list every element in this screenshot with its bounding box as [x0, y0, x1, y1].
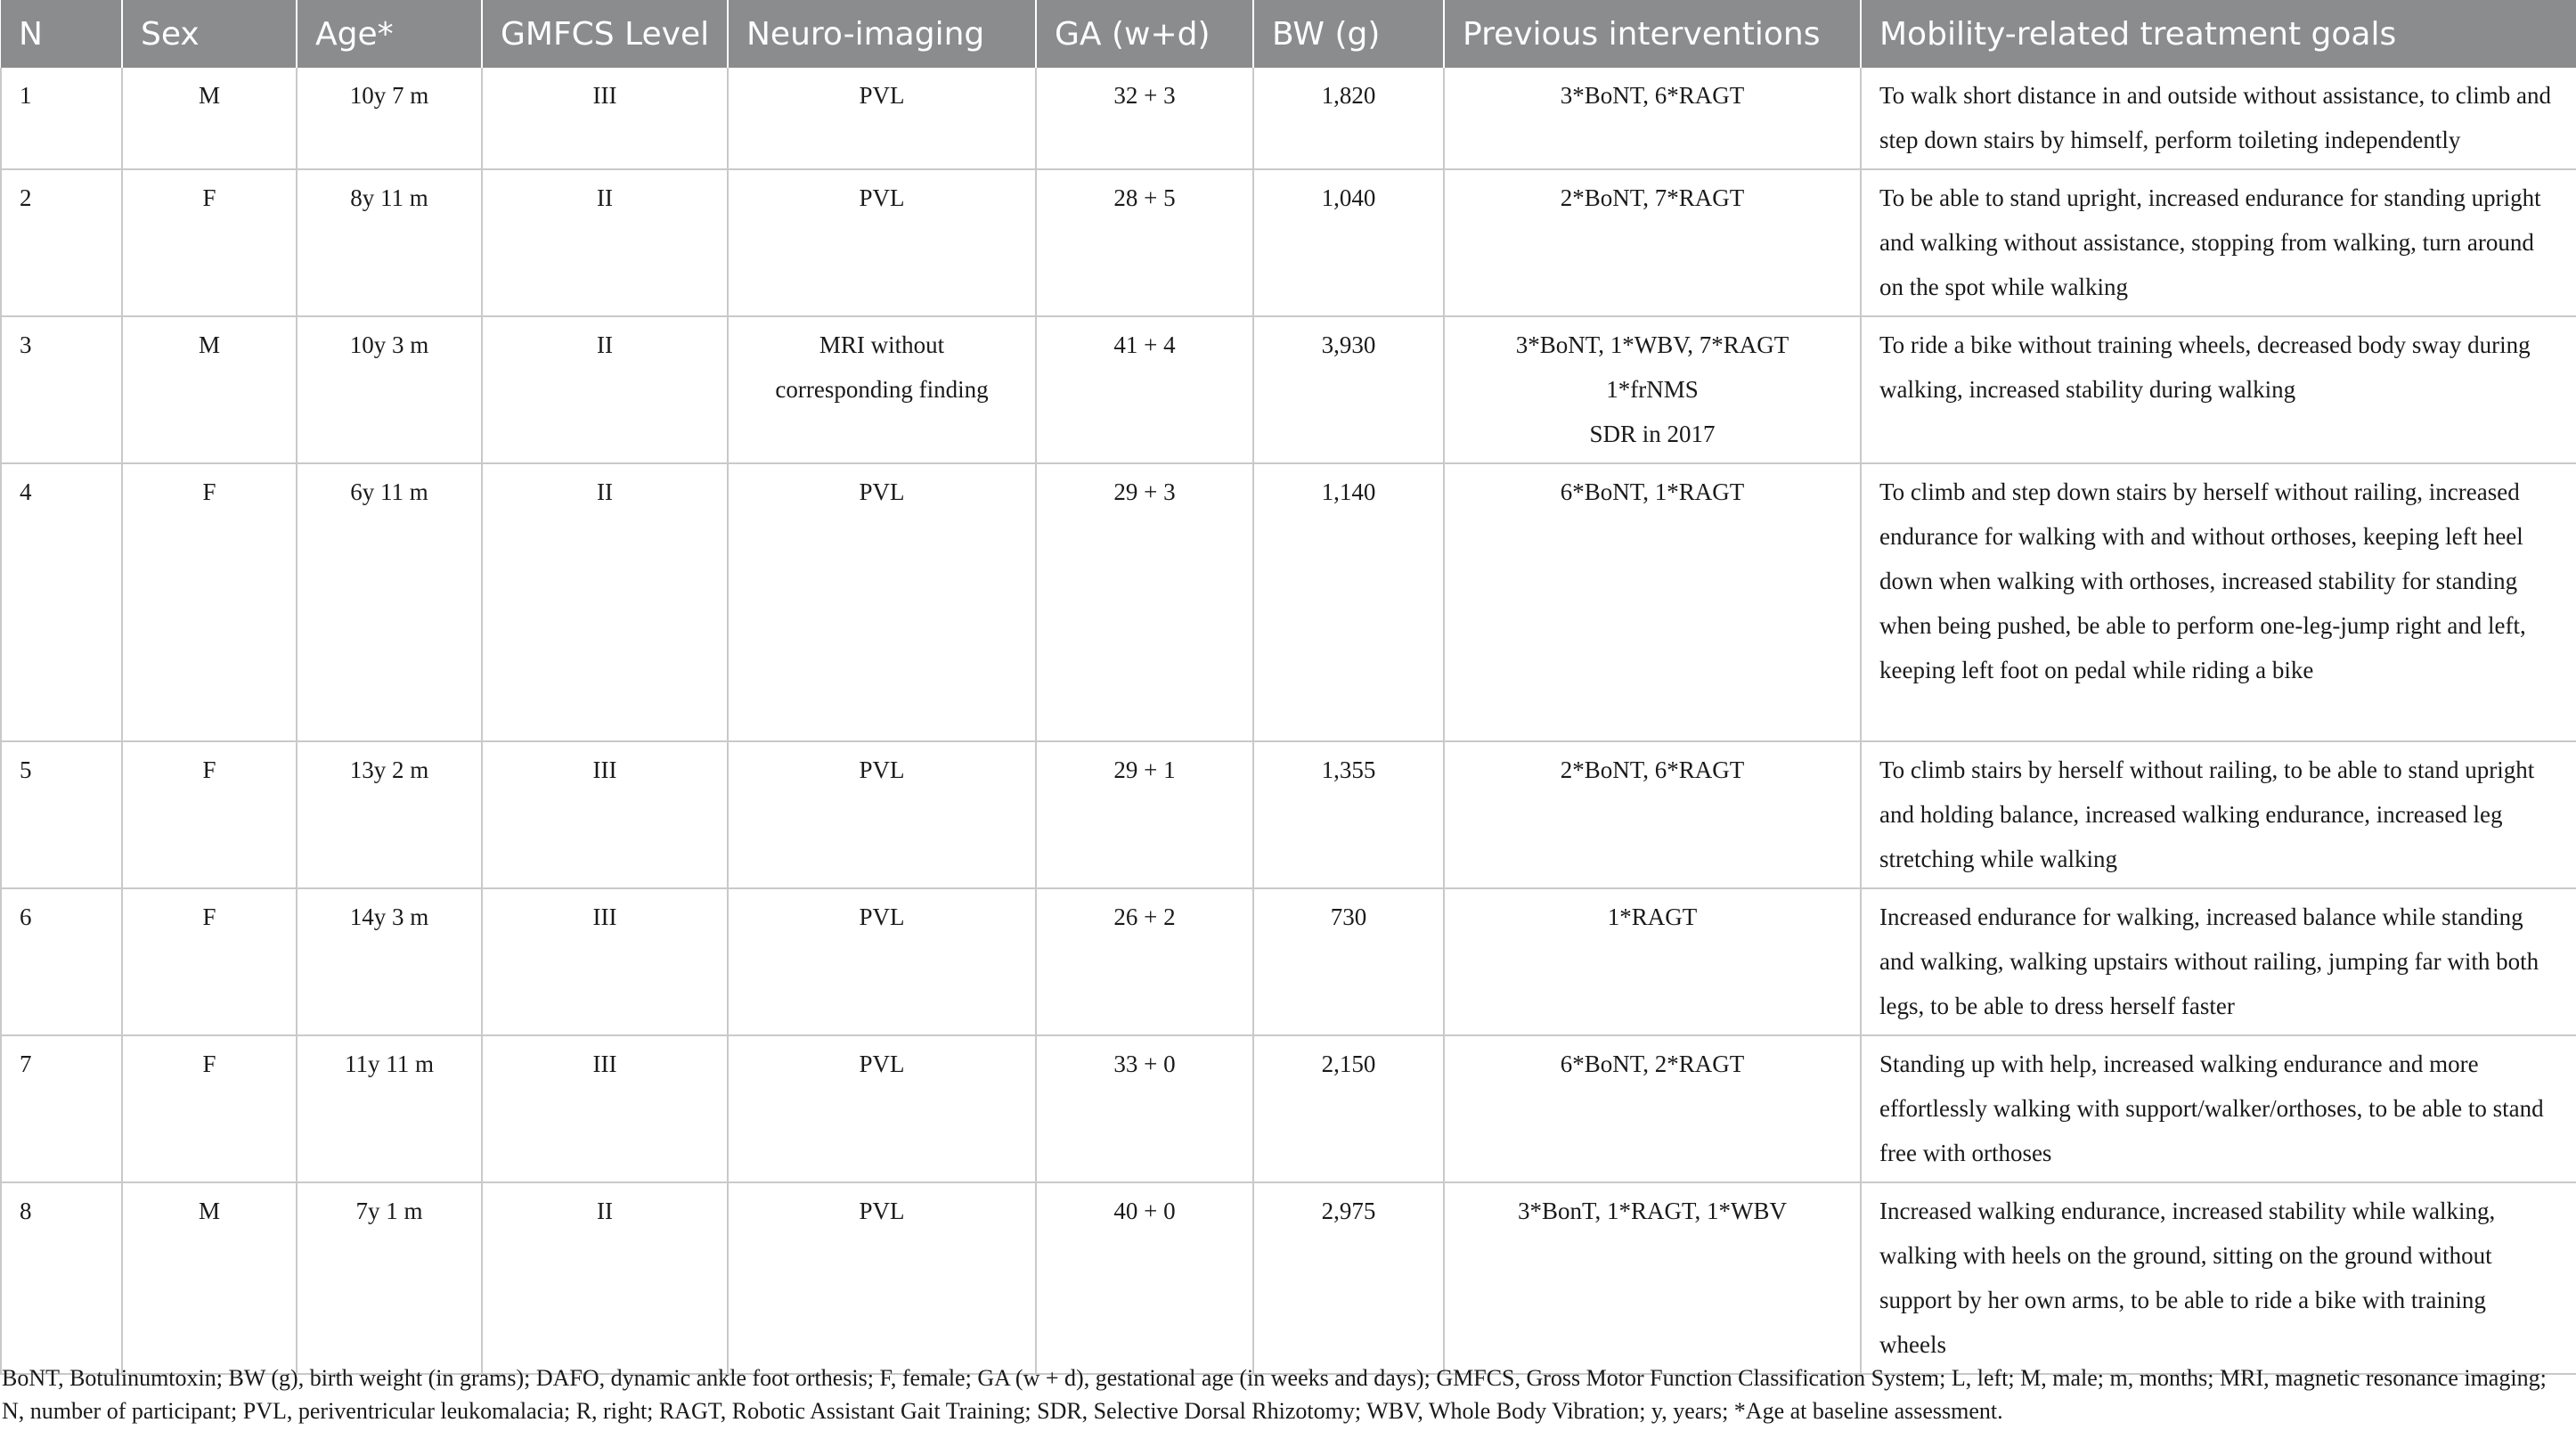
cell-bw: 1,040	[1253, 169, 1444, 316]
header-row	[1, 0, 2576, 68]
cell-ga: 32 + 3	[1036, 68, 1253, 169]
cell-sex: M	[122, 1182, 297, 1374]
cell-sex: F	[122, 888, 297, 1035]
intervention-line: 2*BoNT, 6*RAGT	[1560, 756, 1745, 783]
cell-interventions	[1444, 463, 1861, 741]
cell-ga: 33 + 0	[1036, 1035, 1253, 1182]
cell-ga: 26 + 2	[1036, 888, 1253, 1035]
cell-goals: To ride a bike without training wheels, decreased body sway during walking, increased stability during walking	[1861, 316, 2576, 463]
cell-bw: 730	[1253, 888, 1444, 1035]
cell-n: 3	[1, 316, 122, 463]
header-previous-interventions: Previous interventions	[1444, 0, 1861, 68]
cell-sex: F	[122, 169, 297, 316]
cell-neuro-imaging	[728, 741, 1036, 888]
cell-neuro-imaging	[728, 169, 1036, 316]
cell-age: 14y 3 m	[297, 888, 482, 1035]
cell-gmfcs: III	[482, 68, 728, 169]
header-sex: Sex	[122, 0, 297, 68]
cell-sex: F	[122, 463, 297, 741]
cell-neuro-imaging	[728, 888, 1036, 1035]
table-row	[1, 169, 2576, 316]
cell-goals: Standing up with help, increased walking endurance and more effortlessly walking with support/walker/orthoses, to be able to stand free with orthoses	[1861, 1035, 2576, 1182]
intervention-line: 6*BoNT, 2*RAGT	[1560, 1051, 1745, 1077]
cell-interventions	[1444, 1035, 1861, 1182]
neuro-line: MRI without	[819, 331, 945, 358]
cell-sex: F	[122, 1035, 297, 1182]
cell-sex: F	[122, 741, 297, 888]
cell-interventions	[1444, 1182, 1861, 1374]
cell-n: 5	[1, 741, 122, 888]
header-age: Age*	[297, 0, 482, 68]
cell-gmfcs: III	[482, 888, 728, 1035]
neuro-line: PVL	[859, 903, 905, 930]
intervention-line: 1*RAGT	[1607, 903, 1698, 930]
cell-gmfcs: III	[482, 1035, 728, 1182]
cell-ga: 29 + 1	[1036, 741, 1253, 888]
cell-n: 6	[1, 888, 122, 1035]
cell-gmfcs: III	[482, 741, 728, 888]
table-footnote: BoNT, Botulinumtoxin; BW (g), birth weight (in grams); DAFO, dynamic ankle foot orthesis; F, female; GA (w + d), gestational age (in weeks and days); GMFCS, Gross Motor Function Classification System; L, left; M, male; m, months; MRI, magnetic resonance imaging; N, number of participant; PVL, periventricular leukomalacia; R, right; RAGT, Robotic Assistant Gait Training; SDR, Selective Dorsal Rhizotomy; WBV, Whole Body Vibration; y, years; *Age at baseline assessment.	[2, 1365, 2547, 1424]
neuro-line: PVL	[859, 1051, 905, 1077]
intervention-line: SDR in 2017	[1589, 421, 1716, 447]
cell-interventions	[1444, 316, 1861, 463]
header-bw: BW (g)	[1253, 0, 1444, 68]
cell-neuro-imaging	[728, 1035, 1036, 1182]
cell-n: 7	[1, 1035, 122, 1182]
cell-gmfcs: II	[482, 463, 728, 741]
neuro-line: PVL	[859, 478, 905, 505]
header-n: N	[1, 0, 122, 68]
cell-neuro-imaging	[728, 1182, 1036, 1374]
cell-age: 11y 11 m	[297, 1035, 482, 1182]
cell-gmfcs: II	[482, 316, 728, 463]
table-body	[1, 68, 2576, 1374]
table-row	[1, 888, 2576, 1035]
table-row	[1, 463, 2576, 741]
cell-gmfcs: II	[482, 169, 728, 316]
cell-age: 8y 11 m	[297, 169, 482, 316]
cell-bw: 2,150	[1253, 1035, 1444, 1182]
intervention-line: 3*BonT, 1*RAGT, 1*WBV	[1518, 1198, 1787, 1224]
cell-n: 8	[1, 1182, 122, 1374]
neuro-line: PVL	[859, 184, 905, 211]
header-gmfcs-level: GMFCS Level	[482, 0, 728, 68]
neuro-line: PVL	[859, 82, 905, 109]
cell-goals: Increased endurance for walking, increased balance while standing and walking, walking upstairs without railing, jumping far with both legs, to be able to dress herself faster	[1861, 888, 2576, 1035]
table-row	[1, 1035, 2576, 1182]
cell-gmfcs: II	[482, 1182, 728, 1374]
cell-interventions	[1444, 169, 1861, 316]
intervention-line: 2*BoNT, 7*RAGT	[1560, 184, 1745, 211]
cell-interventions	[1444, 741, 1861, 888]
cell-n: 2	[1, 169, 122, 316]
cell-bw: 3,930	[1253, 316, 1444, 463]
cell-sex: M	[122, 68, 297, 169]
cell-n: 1	[1, 68, 122, 169]
cell-age: 7y 1 m	[297, 1182, 482, 1374]
cell-age: 10y 7 m	[297, 68, 482, 169]
header-treatment-goals: Mobility-related treatment goals	[1861, 0, 2576, 68]
neuro-line: PVL	[859, 1198, 905, 1224]
cell-neuro-imaging	[728, 68, 1036, 169]
cell-age: 6y 11 m	[297, 463, 482, 741]
cell-age: 13y 2 m	[297, 741, 482, 888]
intervention-line: 1*frNMS	[1606, 376, 1699, 403]
cell-ga: 40 + 0	[1036, 1182, 1253, 1374]
cell-n: 4	[1, 463, 122, 741]
cell-ga: 28 + 5	[1036, 169, 1253, 316]
cell-ga: 29 + 3	[1036, 463, 1253, 741]
intervention-line: 3*BoNT, 6*RAGT	[1560, 82, 1745, 109]
table-row	[1, 1182, 2576, 1374]
cell-neuro-imaging	[728, 316, 1036, 463]
header-neuro-imaging: Neuro-imaging	[728, 0, 1036, 68]
cell-bw: 2,975	[1253, 1182, 1444, 1374]
intervention-line: 3*BoNT, 1*WBV, 7*RAGT	[1515, 331, 1789, 358]
cell-bw: 1,140	[1253, 463, 1444, 741]
cell-age: 10y 3 m	[297, 316, 482, 463]
table-row	[1, 316, 2576, 463]
table-row	[1, 68, 2576, 169]
neuro-line: PVL	[859, 756, 905, 783]
neuro-line: corresponding finding	[775, 376, 989, 403]
cell-goals: To walk short distance in and outside without assistance, to climb and step down stairs by himself, perform toileting independently	[1861, 68, 2576, 169]
cell-interventions	[1444, 888, 1861, 1035]
cell-goals: To be able to stand upright, increased endurance for standing upright and walking without assistance, stopping from walking, turn around on the spot while walking	[1861, 169, 2576, 316]
cell-interventions	[1444, 68, 1861, 169]
cell-goals: To climb and step down stairs by herself without railing, increased endurance for walking with and without orthoses, keeping left heel down when walking with orthoses, increased stability for standing when being pushed, be able to perform one-leg-jump right and left, keeping left foot on pedal while riding a bike	[1861, 463, 2576, 741]
cell-goals: Increased walking endurance, increased stability while walking, walking with heels on the ground, sitting on the ground without support by her own arms, to be able to ride a bike with training wheels	[1861, 1182, 2576, 1374]
cell-bw: 1,355	[1253, 741, 1444, 888]
cell-sex: M	[122, 316, 297, 463]
cell-goals: To climb stairs by herself without railing, to be able to stand upright and holding balance, increased walking endurance, increased leg stretching while walking	[1861, 741, 2576, 888]
header-ga: GA (w+d)	[1036, 0, 1253, 68]
table-header	[1, 0, 2576, 68]
cell-neuro-imaging	[728, 463, 1036, 741]
intervention-line: 6*BoNT, 1*RAGT	[1560, 478, 1745, 505]
table-row	[1, 741, 2576, 888]
cell-bw: 1,820	[1253, 68, 1444, 169]
cell-ga: 41 + 4	[1036, 316, 1253, 463]
